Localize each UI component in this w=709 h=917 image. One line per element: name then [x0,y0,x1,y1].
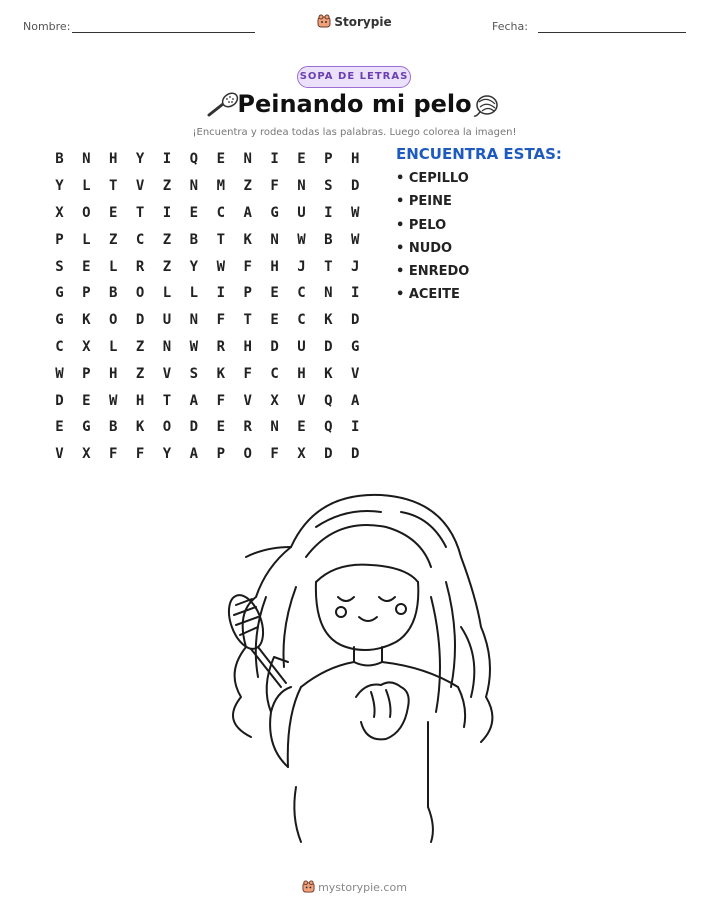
grid-letter[interactable]: S [189,365,199,382]
grid-letter[interactable]: H [135,392,145,409]
grid-letter[interactable]: F [243,365,252,382]
footer-url: mystorypie.com [318,881,407,894]
grid-letter[interactable]: X [55,204,64,221]
grid-letter[interactable]: H [109,365,118,382]
grid-letter[interactable]: L [109,338,118,355]
grid-letter[interactable]: N [189,312,199,329]
grid-letter[interactable]: I [162,204,172,221]
grid-letter[interactable]: G [55,285,64,302]
grid-row [46,200,369,227]
grid-letter[interactable]: D [351,178,360,195]
grid-letter[interactable]: A [189,392,199,409]
grid-letter[interactable]: Q [324,419,333,436]
grid-letter[interactable]: P [82,285,91,302]
grid-letter[interactable]: D [324,338,333,355]
grid-letter[interactable]: H [351,151,360,168]
grid-letter[interactable]: G [351,338,360,355]
grid-letter[interactable]: Z [162,258,172,275]
grid-letter[interactable]: E [297,419,306,436]
grid-letter[interactable]: V [297,392,306,409]
grid-letter[interactable]: W [189,338,199,355]
grid-letter[interactable]: O [243,446,252,463]
instructions: ¡Encuentra y rodea todas las palabras. Luego colorea la imagen! [192,127,517,138]
date-label: Fecha: [492,20,528,33]
grid-letter[interactable]: J [297,258,306,275]
grid-letter[interactable]: I [351,285,360,302]
storypie-logo-icon [302,880,315,896]
grid-row [46,307,369,334]
grid-letter[interactable]: P [243,285,252,302]
grid-letter[interactable]: W [216,258,225,275]
grid-letter[interactable]: W [351,204,360,221]
grid-letter[interactable]: A [351,392,360,409]
grid-letter[interactable]: L [109,258,118,275]
grid-letter[interactable]: U [162,312,172,329]
grid-letter[interactable]: P [324,151,333,168]
grid-row [46,360,369,387]
grid-letter[interactable]: O [162,419,172,436]
grid-letter[interactable]: I [162,151,172,168]
grid-letter[interactable]: E [216,151,225,168]
coloring-illustration[interactable] [196,487,520,845]
grid-letter[interactable]: L [189,285,199,302]
grid-letter[interactable]: K [324,312,333,329]
grid-letter[interactable]: A [189,446,199,463]
grid-letter[interactable]: T [162,392,172,409]
grid-row [46,414,369,441]
grid-letter[interactable]: N [189,178,199,195]
grid-letter[interactable]: H [109,151,118,168]
grid-letter[interactable]: M [216,178,225,195]
grid-letter[interactable]: R [135,258,145,275]
grid-letter[interactable]: B [109,285,118,302]
grid-letter[interactable]: Y [162,446,172,463]
grid-letter[interactable]: G [82,419,91,436]
grid-letter[interactable]: K [135,419,145,436]
grid-letter[interactable]: Y [189,258,199,275]
word-list-item: • PEINE [396,194,452,210]
grid-letter[interactable]: O [82,204,91,221]
grid-row [46,334,369,361]
grid-letter[interactable]: N [270,231,279,248]
grid-letter[interactable]: V [351,365,360,382]
grid-letter[interactable]: S [324,178,333,195]
grid-letter[interactable]: O [135,285,145,302]
grid-letter[interactable]: S [55,258,64,275]
hair-bun-icon [472,92,500,124]
word-list-item: • CEPILLO [396,171,469,186]
name-line[interactable] [72,32,255,33]
date-line[interactable] [538,32,686,33]
grid-letter[interactable]: W [55,365,64,382]
grid-letter[interactable]: E [270,285,279,302]
grid-letter[interactable]: T [216,231,225,248]
grid-letter[interactable]: L [162,285,172,302]
grid-letter[interactable]: H [297,365,306,382]
grid-letter[interactable]: T [135,204,145,221]
grid-letter[interactable]: N [162,338,172,355]
grid-letter[interactable]: E [82,392,91,409]
word-list [396,171,469,311]
grid-letter[interactable]: A [243,204,252,221]
grid-letter[interactable]: X [297,446,306,463]
grid-letter[interactable]: E [55,419,64,436]
grid-letter[interactable]: V [135,178,145,195]
grid-letter[interactable]: C [135,231,145,248]
grid-letter[interactable]: P [55,231,64,248]
grid-letter[interactable]: E [270,312,279,329]
grid-letter[interactable]: D [189,419,199,436]
grid-letter[interactable]: L [82,231,91,248]
word-list-item: • PELO [396,217,447,233]
grid-letter[interactable]: E [297,151,306,168]
grid-letter[interactable]: J [351,258,360,275]
grid-letter[interactable]: H [243,338,252,355]
grid-row [46,387,369,414]
brand-name: Storypie [334,15,392,29]
grid-letter[interactable]: D [55,392,64,409]
grid-letter[interactable]: L [82,178,91,195]
page-title: Peinando mi pelo [237,90,472,118]
grid-letter[interactable]: P [216,446,225,463]
grid-letter[interactable]: B [55,151,64,168]
grid-letter[interactable]: X [82,338,91,355]
grid-letter[interactable]: K [216,365,225,382]
grid-letter[interactable]: N [297,178,306,195]
grid-letter[interactable]: Z [109,231,118,248]
grid-letter[interactable]: E [216,419,225,436]
grid-letter[interactable]: C [270,365,279,382]
grid-letter[interactable]: Z [243,178,252,195]
grid-letter[interactable]: N [82,151,91,168]
grid-letter[interactable]: F [109,446,118,463]
grid-row [46,146,369,173]
grid-letter[interactable]: N [243,151,252,168]
grid-letter[interactable]: P [82,365,91,382]
grid-letter[interactable]: R [216,338,225,355]
activity-badge: SOPA DE LETRAS [297,66,411,88]
grid-letter[interactable]: Y [55,178,64,195]
grid-letter[interactable]: T [324,258,333,275]
grid-letter[interactable]: V [162,365,172,382]
grid-letter[interactable]: T [243,312,252,329]
grid-letter[interactable]: W [297,231,306,248]
grid-letter[interactable]: Z [135,338,145,355]
word-list-item: • ENREDO [396,264,470,280]
grid-letter[interactable]: F [243,258,252,275]
grid-letter[interactable]: F [270,178,279,195]
grid-letter[interactable]: U [297,338,306,355]
grid-letter[interactable]: Z [135,365,145,382]
grid-letter[interactable]: C [55,338,64,355]
grid-row [46,226,369,253]
word-list-item: • ACEITE [396,287,460,303]
grid-letter[interactable]: C [216,204,225,221]
grid-letter[interactable]: D [270,338,279,355]
grid-letter[interactable]: C [297,285,306,302]
grid-letter[interactable]: Y [135,151,145,168]
grid-letter[interactable]: N [270,419,279,436]
grid-letter[interactable]: V [55,446,64,463]
word-list-item: • NUDO [396,240,453,256]
name-label: Nombre: [23,20,71,33]
grid-letter[interactable]: E [109,204,118,221]
grid-letter[interactable]: E [82,258,91,275]
grid-row [46,441,369,468]
grid-row [46,173,369,200]
grid-letter[interactable]: R [243,419,252,436]
grid-letter[interactable]: N [324,285,333,302]
grid-letter[interactable]: B [189,231,199,248]
grid-letter[interactable]: Q [189,151,199,168]
grid-letter[interactable]: F [270,446,279,463]
grid-letter[interactable]: B [324,231,333,248]
grid-letter[interactable]: I [216,285,225,302]
grid-letter[interactable]: K [324,365,333,382]
grid-letter[interactable]: D [351,312,360,329]
storypie-logo-icon [317,14,331,31]
grid-letter[interactable]: F [216,392,225,409]
grid-row [46,253,369,280]
grid-letter[interactable]: V [243,392,252,409]
grid-letter[interactable]: K [82,312,91,329]
grid-letter[interactable]: Z [162,231,172,248]
grid-letter[interactable]: I [324,204,333,221]
grid-letter[interactable]: G [270,204,279,221]
grid-row [46,280,369,307]
grid-letter[interactable]: E [189,204,199,221]
grid-letter[interactable]: W [109,392,118,409]
grid-letter[interactable]: I [270,151,279,168]
grid-letter[interactable]: W [351,231,360,248]
grid-letter[interactable]: D [324,446,333,463]
grid-letter[interactable]: X [82,446,91,463]
grid-letter[interactable]: G [55,312,64,329]
grid-letter[interactable]: I [351,419,360,436]
grid-letter[interactable]: C [297,312,306,329]
grid-letter[interactable]: F [216,312,225,329]
grid-letter[interactable]: U [297,204,306,221]
grid-letter[interactable]: D [351,446,360,463]
grid-letter[interactable]: X [270,392,279,409]
word-list-heading: ENCUENTRA ESTAS: [396,145,562,163]
grid-letter[interactable]: D [135,312,145,329]
grid-letter[interactable]: O [109,312,118,329]
grid-letter[interactable]: Q [324,392,333,409]
grid-letter[interactable]: H [270,258,279,275]
grid-letter[interactable]: T [109,178,118,195]
brand [0,14,709,31]
footer [0,880,709,896]
grid-letter[interactable]: B [109,419,118,436]
grid-letter[interactable]: Z [162,178,172,195]
grid-letter[interactable]: F [135,446,145,463]
grid-letter[interactable]: K [243,231,252,248]
word-search-grid[interactable] [46,146,369,468]
